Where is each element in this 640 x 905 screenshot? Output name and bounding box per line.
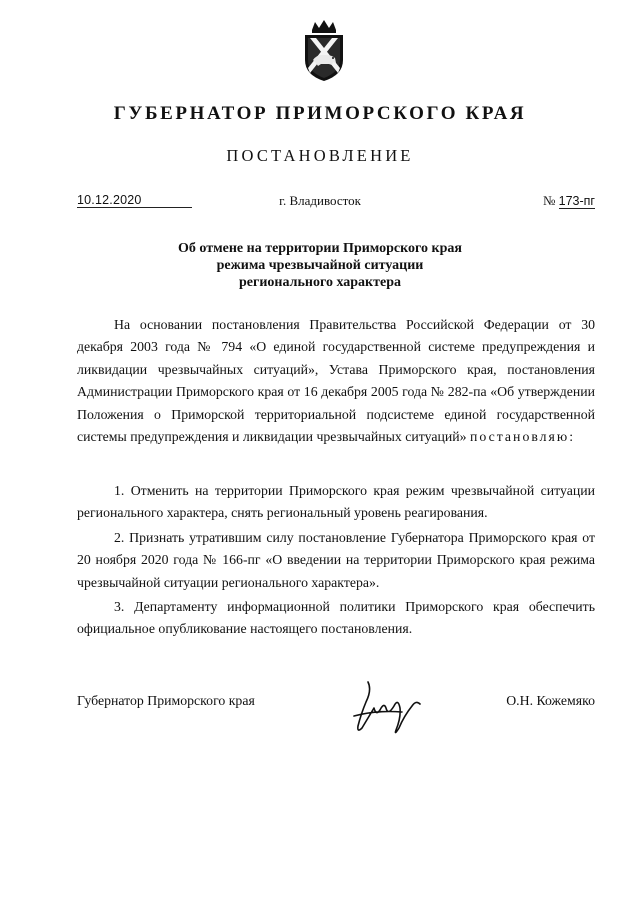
document-type: ПОСТАНОВЛЕНИЕ: [226, 146, 414, 165]
coat-of-arms-icon: [302, 20, 346, 82]
document-number: [543, 193, 595, 209]
organization-title: ГУБЕРНАТОР ПРИМОРСКОГО КРАЯ: [113, 103, 527, 124]
decree-word: постановляю:: [469, 429, 576, 445]
clause-2: 2. Признать утратившим силу постановление Губернатора Приморского края от 20 ноября 2020 года № 166-пг «О введении на территории Приморского края режима чрезвычайной ситуации регионального характера».: [77, 530, 595, 590]
clause-1: 1. Отменить на территории Приморского края режим чрезвычайной ситуации регионального характера, снять региональный уровень реагирования.: [77, 483, 595, 521]
title-line-2: режима чрезвычайной ситуации: [216, 258, 424, 273]
signatory-name: О.Н. Кожемяко: [506, 693, 595, 708]
clause-3: 3. Департаменту информационной политики Приморского края обеспечить официальное опубликование настоящего постановления.: [77, 599, 595, 637]
preamble-text: На основании постановления Правительства Российской Федерации от 30 декабря 2003 года № 794 «О единой государственной системе предупреждения и ликвидации чрезвычайных ситуаций», Устава Приморского края, постановления Администрации Приморского края от 16 декабря 2005 года № 282-па «Об утверждении Положения о Приморской территориальной подсистеме единой государственной системы предупреждения и ликвидации чрезвычайных ситуаций»: [77, 317, 595, 445]
handwritten-signature-icon: [346, 678, 426, 738]
document-title: [0, 240, 640, 291]
number-prefix: №: [542, 193, 556, 208]
number-value: 173-пг: [558, 194, 595, 208]
title-line-1: Об отмене на территории Приморского края: [178, 241, 462, 256]
signatory-position: Губернатор Приморского края: [77, 693, 255, 708]
document-city: г. Владивосток: [279, 193, 361, 208]
title-line-3: регионального характера: [239, 275, 401, 290]
preamble-paragraph: [77, 314, 595, 448]
document-date: 10.12.2020: [77, 193, 142, 207]
